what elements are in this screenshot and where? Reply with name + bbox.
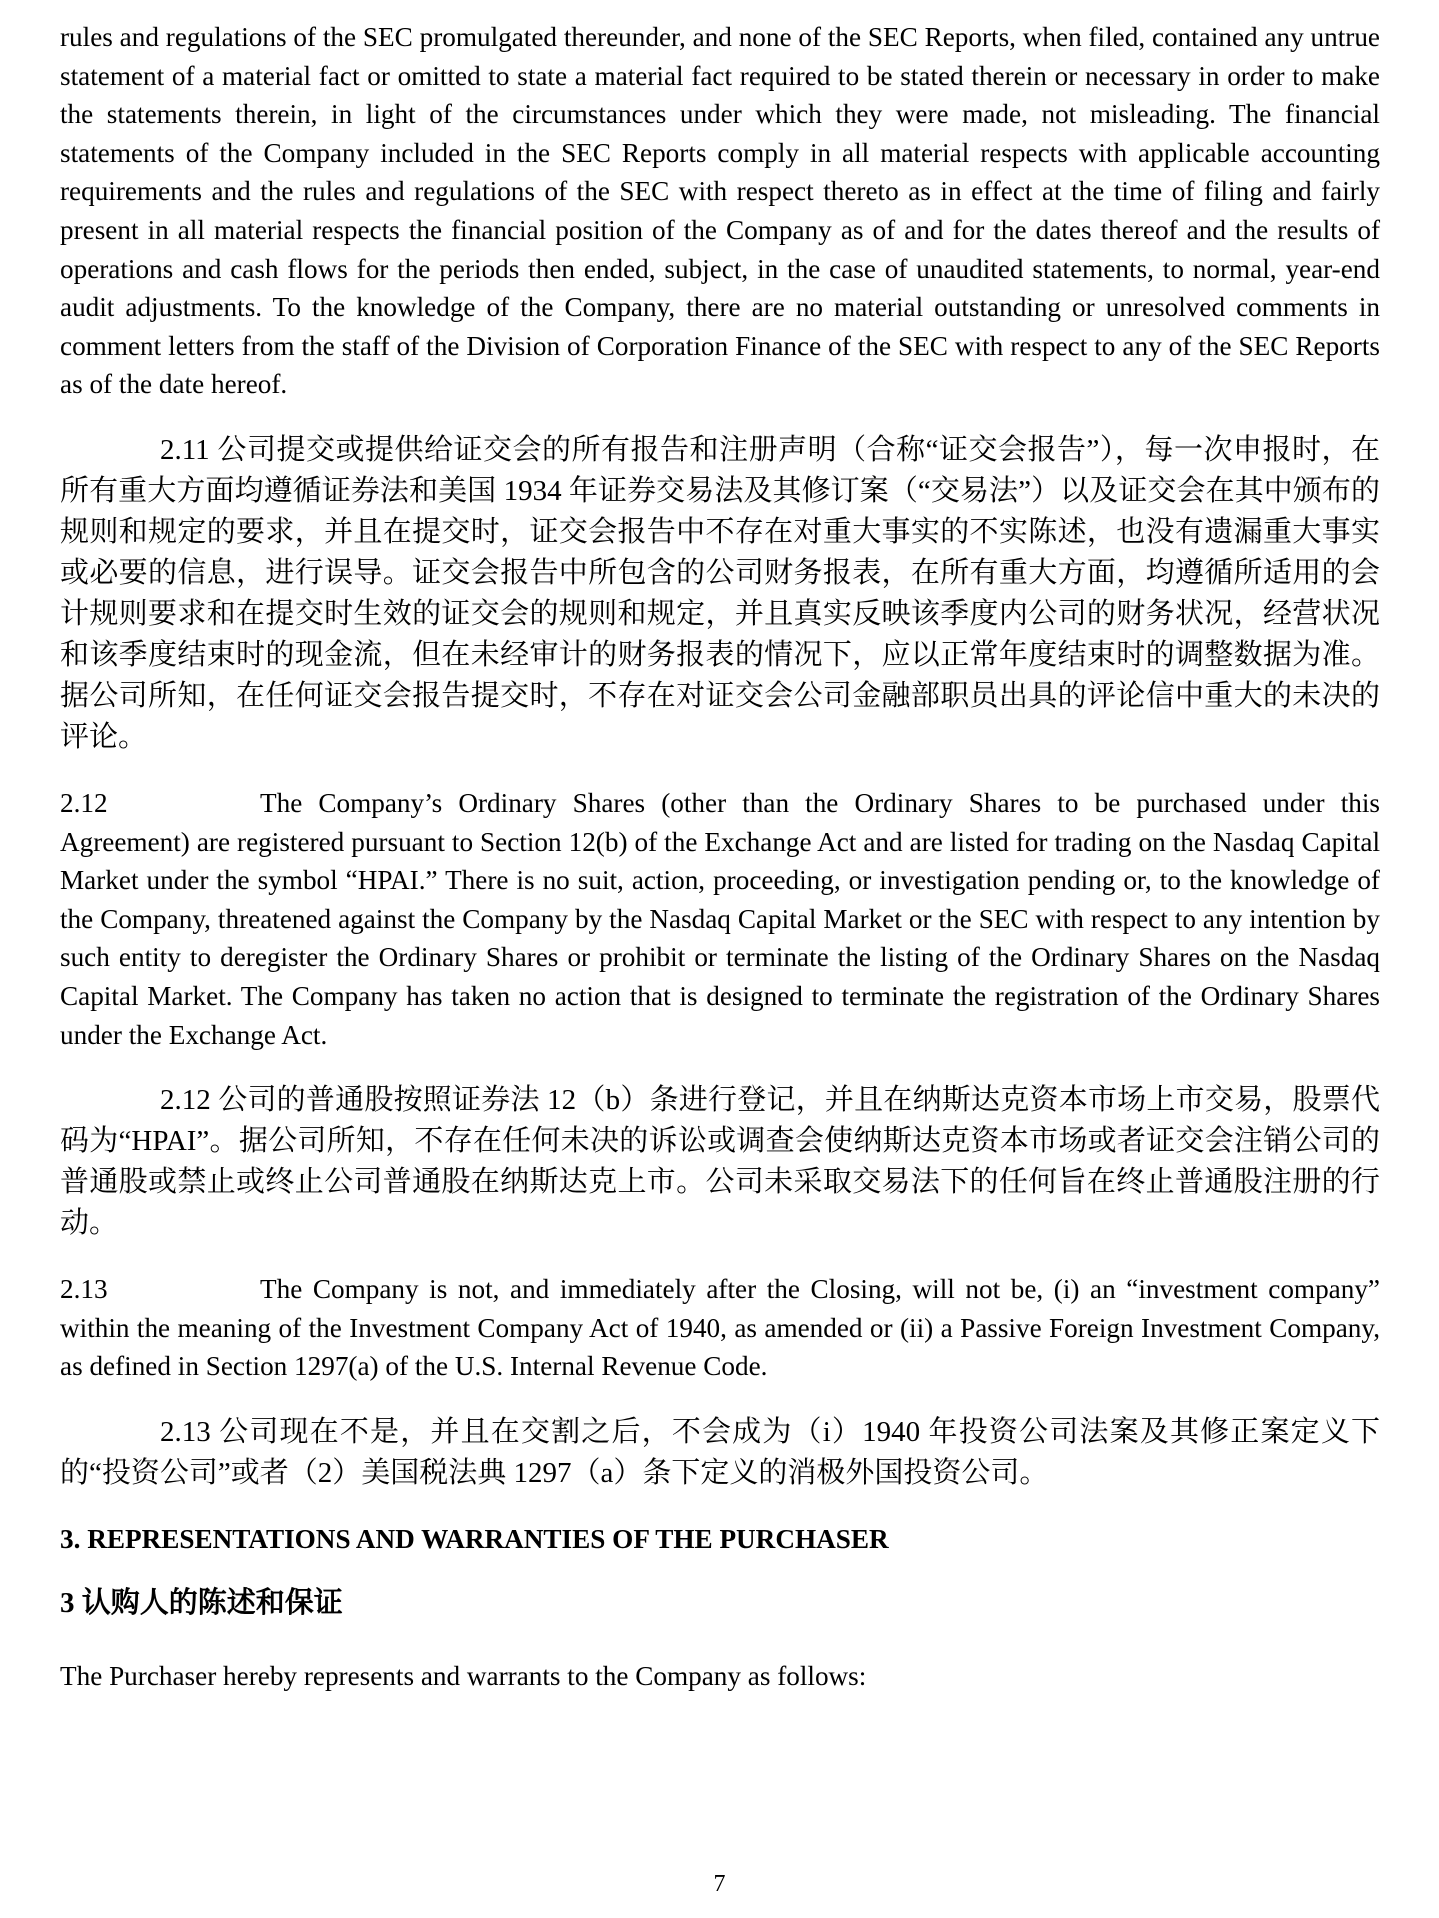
- paragraph-2-12-chinese: 2.12 公司的普通股按照证券法 12（b）条进行登记，并且在纳斯达克资本市场上市交易，股票代码为“HPAI”。据公司所知，不存在任何未决的诉讼或调查会使纳斯达克资本市场或者证交会注销公司的普通股或禁止或终止公司普通股在纳斯达克上市。公司未采取交易法下的任何旨在终止普通股注册的行动。: [60, 1084, 1380, 1240]
- section-heading-3-chinese: 3 认购人的陈述和保证: [60, 1587, 343, 1620]
- page-number: 7: [713, 1871, 726, 1897]
- paragraph-2-13-english: [60, 1270, 1380, 1386]
- paragraph-3-intro: The Purchaser hereby represents and warrants to the Company as follows:: [60, 1661, 867, 1692]
- paragraph-intro: rules and regulations of the SEC promulgated thereunder, and none of the SEC Reports, when filed, contained any untrue statement of a material fact or omitted to state a material fact required to be stated therein or necessary in order to make the statements therein, in light of the circumstances under which they were made, not misleading. The financial statements of the Company included in the SEC Reports comply in all material respects with applicable accounting requirements and the rules and regulations of the SEC with respect thereto as in effect at the time of filing and fairly present in all material respects the financial position of the Company as of and for the dates thereof and the results of operations and cash flows for the periods then ended, subject, in the case of unaudited statements, to normal, year-end audit adjustments. To the knowledge of the Company, there are no material outstanding or unresolved comments in comment letters from the staff of the Division of Corporation Finance of the SEC with respect to any of the SEC Reports as of the date hereof.: [60, 22, 1380, 400]
- paragraph-2-13-chinese: 2.13 公司现在不是，并且在交割之后，不会成为（i）1940 年投资公司法案及其修正案定义下的“投资公司”或者（2）美国税法典 1297（a）条下定义的消极外国投资公司。: [60, 1415, 1380, 1489]
- paragraph-text: The Company is not, and immediately after the Closing, will not be, (i) an “investment company” within the meaning of the Investment Company Act of 1940, as amended or (ii) a Passive Foreign Investment Company, as defined in Section 1297(a) of the U.S. Internal Revenue Code.: [60, 1274, 1380, 1382]
- paragraph-2-12-english: [60, 784, 1380, 1054]
- section-heading-3-english: 3. REPRESENTATIONS AND WARRANTIES OF THE PURCHASER: [60, 1523, 889, 1554]
- paragraph-text: The Company’s Ordinary Shares (other than the Ordinary Shares to be purchased under this Agreement) are registered pursuant to Section 12(b) of the Exchange Act and are listed for trading on the Nasdaq Capital Market under the symbol “HPAI.” There is no suit, action, proceeding, or investigation pending or, to the knowledge of the Company, threatened against the Company by the Nasdaq Capital Market or the SEC with respect to any intention by such entity to deregister the Ordinary Shares or prohibit or terminate the listing of the Ordinary Shares on the Nasdaq Capital Market. The Company has taken no action that is designed to terminate the registration of the Ordinary Shares under the Exchange Act.: [60, 787, 1380, 1050]
- document-page: [60, 18, 1380, 1696]
- paragraph-2-11-chinese: 2.11 公司提交或提供给证交会的所有报告和注册声明（合称“证交会报告”），每一次申报时，在所有重大方面均遵循证券法和美国 1934 年证券交易法及其修订案（“交易法”）以及证交会在其中颁布的规则和规定的要求，并且在提交时，证交会报告中不存在对重大事实的不实陈述，也没有遗漏重大事实或必要的信息，进行误导。证交会报告中所包含的公司财务报表，在所有重大方面，均遵循所适用的会计规则要求和在提交时生效的证交会的规则和规定，并且真实反映该季度内公司的财务状况，经营状况和该季度结束时的现金流，但在未经审计的财务报表的情况下，应以正常年度结束时的调整数据为准。据公司所知，在任何证交会报告提交时，不存在对证交会公司金融部职员出具的评论信中重大的未决的评论。: [60, 433, 1380, 753]
- section-number: 2.12: [60, 787, 108, 818]
- section-number: 2.13: [60, 1274, 108, 1305]
